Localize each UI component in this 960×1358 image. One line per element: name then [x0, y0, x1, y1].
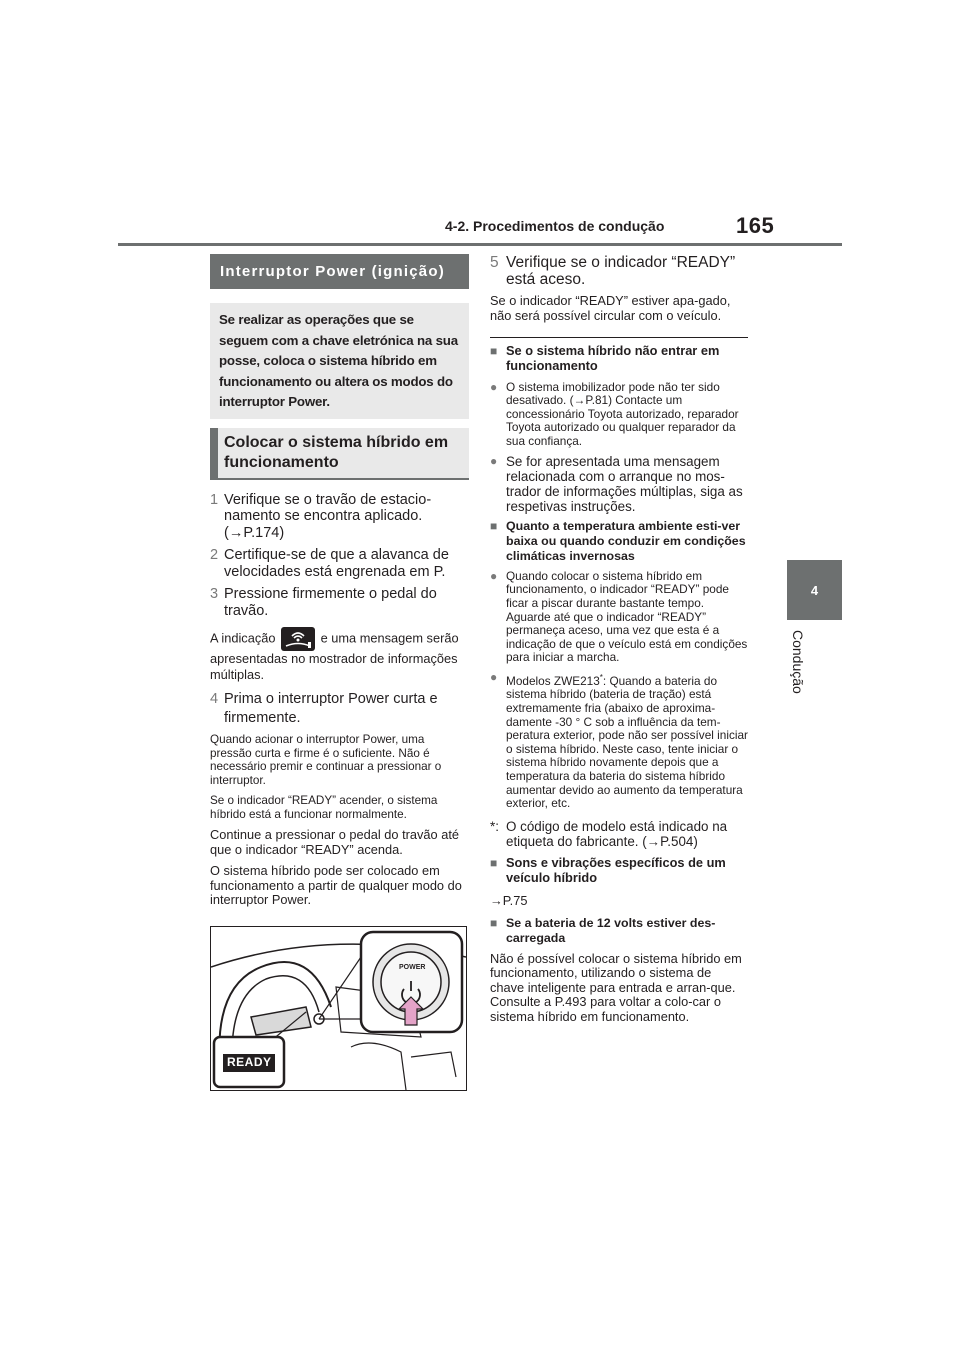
- battery-text: Não é possível colocar o sistema híbrido em funcionamento, utilizando o sistema de chave inteligente para entrada e arran-que. Consulte a P.493 para voltar a colo-car o sistema híbrido em funcionamento.: [490, 950, 742, 1024]
- step-5: [490, 254, 748, 288]
- sounds-reference: →P.75: [490, 892, 528, 908]
- page-number: 165: [736, 213, 775, 238]
- left-column: [210, 254, 469, 1091]
- step-5-note: Se o indicador “READY” estiver apa-gado, não será possível circular com o veículo.: [490, 293, 731, 323]
- footnote-mark: *:: [490, 818, 499, 834]
- intro-box: Se realizar as operações que se seguem com a chave eletrónica na sua posse, coloca o sistema híbrido em funcionamento ou altera os modos do interruptor Power.: [210, 303, 469, 419]
- note-2: Se o indicador “READY” acender, o sistema híbrido está a funcionar normalmente.: [210, 794, 438, 821]
- model-name: Modelos ZWE213: [506, 673, 600, 688]
- paragraph-1: Continue a pressionar o pedal do travão até que o indicador “READY” acenda.: [210, 827, 459, 857]
- step-3: [210, 586, 469, 619]
- chapter-tab-label: Condução: [790, 630, 806, 694]
- step-number: 3: [210, 586, 219, 602]
- bullet-zwe213: [490, 671, 748, 811]
- bullet-message: ● Se for apresentada uma mensagem relacionada com o arranque no mos-trador de informações múltiplas, siga as respetivas instruções.: [490, 454, 748, 515]
- indicator-text-after: e uma mensagem serão apresentadas no mostrador de informações múltiplas.: [210, 630, 459, 682]
- ready-label: READY: [227, 1054, 272, 1069]
- bullet-zwe213-text: : Quando a bateria do sistema híbrido (bateria de tração) está extremamente fria (abaixo de aproxima-damente -30 ° C sob a influência da tem-peratura exterior, pode não ser possível iniciar o sistema híbrido. Neste caso, tente iniciar o sistema híbrido novamente depois que a temperatura da bateria do sistema híbrido aumentar devido ao aumento da temperatura exterior, etc.: [506, 673, 748, 811]
- note-1: Quando acionar o interruptor Power, uma pressão curta e firme é o suficiente. Não é necessário premir e continuar a pressionar o interruptor.: [210, 733, 442, 787]
- paragraph-2: O sistema híbrido pode ser colocado em funcionamento a partir de qualquer modo do interruptor Power.: [210, 863, 462, 907]
- divider: [490, 337, 748, 338]
- heading-no-start: ■ Se o sistema híbrido não entrar em funcionamento: [490, 344, 748, 374]
- header-rule: [118, 243, 842, 246]
- smart-key-indicator-icon: [281, 627, 315, 651]
- step-text: Prima o interruptor Power curta e firmemente.: [224, 691, 438, 726]
- power-switch-illustration: [210, 926, 467, 1091]
- bullet-immobilizer: ● O sistema imobilizador pode não ter sido desativado. (→P.81) Contacte um concessionário Toyota autorizado, reparador Toyota autorizado ou qualquer reparador da sua confiança.: [490, 381, 748, 449]
- heading-cold-weather: ■ Quanto a temperatura ambiente esti-ver baixa ou quando conduzir em condições climáticas invernosas: [490, 519, 748, 563]
- step-text: Pressione firmemente o pedal do travão.: [224, 586, 437, 619]
- subheading: Colocar o sistema híbrido em funcionamento: [210, 428, 469, 480]
- section-title: 4-2. Procedimentos de condução: [445, 218, 665, 234]
- step-1: [210, 492, 469, 542]
- heading-battery: ■ Se a bateria de 12 volts estiver des-carregada: [490, 916, 748, 946]
- step-text: Certifique-se de que a alavanca de velocidades está engrenada em P.: [224, 547, 449, 580]
- footnote-text: O código de modelo está indicado na etiqueta do fabricante. (→P.504): [506, 818, 728, 849]
- step-2: [210, 547, 469, 580]
- indicator-text-before: A indicação: [210, 630, 276, 646]
- step-4: [210, 690, 469, 728]
- step-text: Verifique se o indicador “READY” está aceso.: [506, 254, 736, 288]
- bullet-ready-blinking: ● Quando colocar o sistema híbrido em funcionamento, o indicador “READY” pode ficar a piscar durante bastante tempo. Aguarde até que o indicador “READY” permaneça aceso, uma vez que esta é a indicação de que o veículo está em condições para iniciar a marcha.: [490, 570, 748, 665]
- step-number: 1: [210, 491, 219, 508]
- indicator-paragraph: [210, 627, 469, 682]
- right-column: [490, 254, 748, 1024]
- chapter-tab: 4: [787, 560, 842, 620]
- step-number: 2: [210, 547, 219, 563]
- power-label: POWER: [399, 963, 426, 971]
- step-number: 5: [490, 254, 499, 271]
- footnote: [490, 819, 748, 849]
- step-text: Verifique se o travão de estacio-namento se encontra aplicado. (→P.174): [224, 491, 432, 541]
- step-number: 4: [210, 691, 219, 707]
- heading-sounds: ■ Sons e vibrações específicos de um veículo híbrido: [490, 856, 748, 886]
- section-heading: Interruptor Power (ignição): [210, 254, 469, 289]
- footnote-asterisk: *: [599, 672, 603, 682]
